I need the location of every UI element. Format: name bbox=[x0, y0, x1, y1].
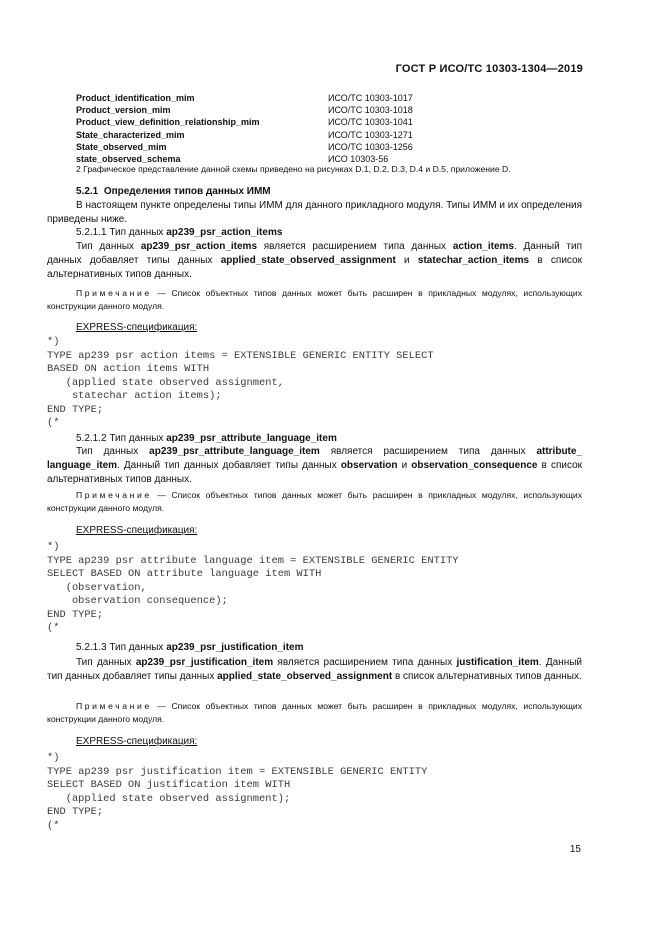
note-2: 2 Графическое представление данной схемы приведено на рисунках D.1, D.2, D.3, D.4 и D.5, приложение D. bbox=[76, 164, 511, 174]
note-text: — Список объектных типов данных может быть расширен в прикладных модулях, использующих конструкции данного модуля. bbox=[47, 288, 582, 311]
subsection-3-express-code: *) TYPE ap239 psr justification item = EXTENSIBLE GENERIC ENTITY SELECT BASED ON justification item WITH (applied state observed assignment); END TYPE; (* bbox=[47, 752, 428, 832]
page-number: 15 bbox=[569, 844, 581, 855]
body-term: applied_state_observed_assignment bbox=[217, 671, 393, 682]
section-intro: В настоящем пункте определены типы ИММ для данного прикладного модуля. Типы ИММ и их определения приведены ниже. bbox=[47, 200, 582, 225]
subsection-1-heading bbox=[76, 226, 282, 240]
body-text: является расширением типа данных bbox=[257, 241, 453, 252]
reference-row bbox=[76, 141, 576, 153]
reference-row bbox=[76, 129, 576, 141]
reference-row bbox=[76, 92, 576, 104]
reference-module-name: Product_version_mim bbox=[76, 105, 171, 116]
subsection-2-express-code: *) TYPE ap239 psr attribute language item = EXTENSIBLE GENERIC ENTITY SELECT BASED ON attribute language item WITH (observation, observation consequence); END TYPE; (* bbox=[47, 541, 459, 634]
note-text: — Список объектных типов данных может быть расширен в прикладных модулях, использующих конструкции данного модуля. bbox=[47, 490, 582, 513]
body-text: в список альтернативных типов данных. bbox=[47, 460, 582, 485]
body-term: observation bbox=[340, 460, 398, 471]
reference-module-name: Product_view_definition_relationship_mim bbox=[76, 117, 260, 128]
body-term: ap239_psr_action_items bbox=[140, 241, 257, 252]
subsection-3-heading bbox=[76, 641, 304, 655]
body-text: в список альтернативных типов данных. bbox=[392, 671, 582, 682]
subsection-2-heading bbox=[76, 432, 337, 446]
body-text: . Данный тип данных добавляет типы данных bbox=[47, 657, 582, 682]
body-text: и bbox=[395, 255, 418, 266]
reference-standard: ИСО/ТС 10303-1271 bbox=[328, 129, 413, 140]
body-term: ap239_psr_attribute_language_item bbox=[149, 446, 320, 457]
body-text: Тип данных bbox=[76, 241, 141, 252]
subsection-2-body bbox=[47, 445, 582, 487]
reference-standard: ИСО/ТС 10303-1041 bbox=[328, 117, 413, 128]
reference-standard: ИСО/ТС 10303-1256 bbox=[328, 141, 413, 152]
subsection-3-heading-name: ap239_psr_justification_item bbox=[166, 642, 304, 653]
body-text: в список альтернативных типов данных. bbox=[47, 255, 582, 280]
body-term: statechar_action_items bbox=[417, 255, 530, 266]
section-title: Определения типов данных ИММ bbox=[103, 186, 271, 197]
subsection-3-heading-prefix: 5.2.1.3 Тип данных bbox=[76, 642, 167, 653]
body-term: applied_state_observed_assignment bbox=[220, 255, 396, 266]
module-reference-list bbox=[76, 92, 576, 165]
subsection-1-body bbox=[47, 240, 582, 282]
subsection-2-express-label: EXPRESS-спецификация: bbox=[76, 525, 198, 536]
body-text: Тип данных bbox=[76, 446, 150, 457]
body-text: . Данный тип данных добавляет типы данных bbox=[117, 460, 341, 471]
document-header: ГОСТ Р ИСО/ТС 10303-1304—2019 bbox=[395, 63, 583, 75]
subsection-1-note bbox=[47, 287, 582, 312]
subsection-3-note bbox=[47, 700, 582, 725]
body-term: observation_consequence bbox=[411, 460, 538, 471]
body-text: и bbox=[397, 460, 412, 471]
body-text: является расширением типа данных bbox=[319, 446, 537, 457]
note-label: Примечание bbox=[76, 288, 152, 298]
body-term: attribute_ language_item bbox=[47, 446, 582, 471]
subsection-2-note bbox=[47, 489, 582, 514]
section-heading bbox=[76, 185, 271, 199]
body-term: justification_item bbox=[456, 657, 539, 668]
reference-standard: ИСО 10303-56 bbox=[328, 153, 389, 164]
reference-module-name: Product_identification_mim bbox=[76, 93, 195, 103]
subsection-3-body bbox=[47, 656, 582, 684]
note-label: Примечание bbox=[76, 701, 152, 711]
reference-standard: ИСО/ТС 10303-1017 bbox=[328, 93, 413, 103]
reference-module-name: State_characterized_mim bbox=[76, 129, 185, 140]
body-text: Тип данных bbox=[76, 657, 136, 668]
note-label: Примечание bbox=[76, 490, 152, 500]
reference-standard: ИСО/ТС 10303-1018 bbox=[328, 105, 413, 116]
body-text: . Данный тип данных добавляет типы данных bbox=[47, 241, 582, 266]
note-text: — Список объектных типов данных может быть расширен в прикладных модулях, использующих конструкции данного модуля. bbox=[47, 701, 582, 724]
subsection-1-express-label: EXPRESS-спецификация: bbox=[76, 322, 198, 333]
reference-row bbox=[76, 116, 576, 128]
subsection-1-heading-prefix: 5.2.1.1 Тип данных bbox=[76, 227, 167, 238]
subsection-2-heading-name: ap239_psr_attribute_language_item bbox=[166, 433, 337, 444]
body-text: является расширением типа данных bbox=[273, 657, 457, 668]
subsection-1-heading-name: ap239_psr_action_items bbox=[166, 227, 283, 238]
reference-module-name: state_observed_schema bbox=[76, 153, 181, 164]
body-term: action_items bbox=[452, 241, 514, 252]
section-number: 5.2.1 bbox=[76, 186, 99, 197]
body-term: ap239_psr_justification_item bbox=[135, 657, 274, 668]
subsection-1-express-code: *) TYPE ap239 psr action items = EXTENSIBLE GENERIC ENTITY SELECT BASED ON action items WITH (applied state observed assignment, statechar action items); END TYPE; (* bbox=[47, 336, 434, 429]
reference-row bbox=[76, 104, 576, 116]
subsection-2-heading-prefix: 5.2.1.2 Тип данных bbox=[76, 433, 167, 444]
subsection-3-express-label: EXPRESS-спецификация: bbox=[76, 736, 198, 747]
reference-module-name: State_observed_mim bbox=[76, 141, 167, 152]
